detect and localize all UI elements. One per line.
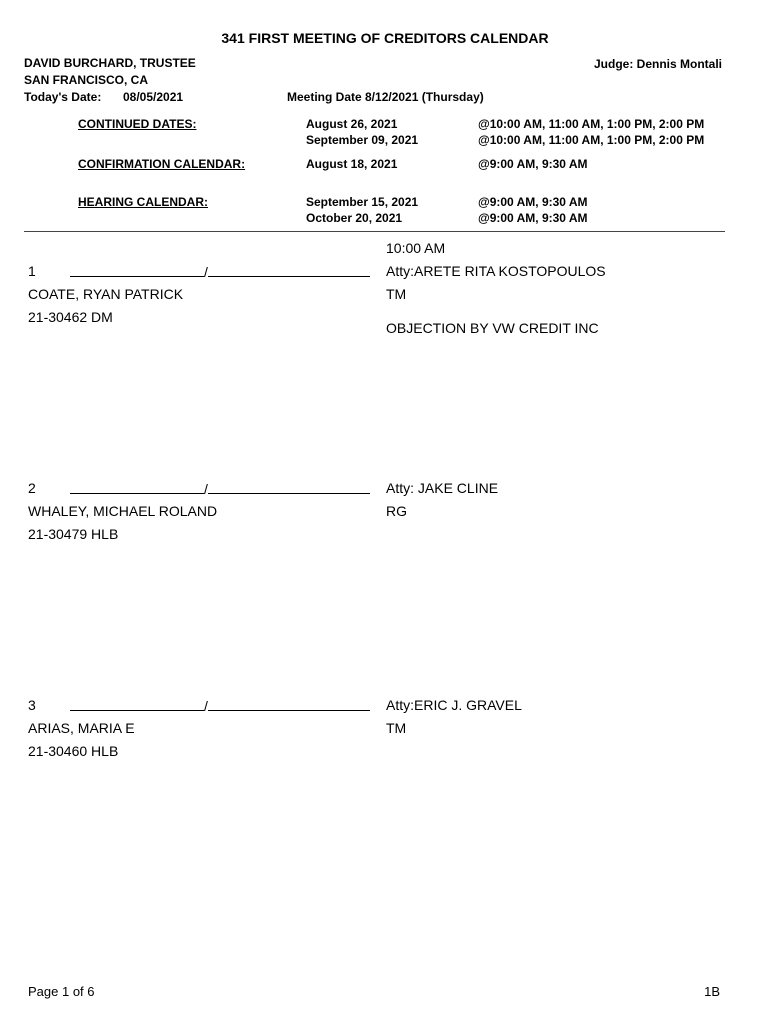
hearing-date-1: September 15, 2021 (306, 195, 419, 209)
document-title: 341 FIRST MEETING OF CREDITORS CALENDAR (221, 30, 549, 46)
case-code: TM (386, 720, 407, 736)
case-time: 10:00 AM (386, 240, 446, 256)
meeting-date: Meeting Date 8/12/2021 (Thursday) (287, 90, 484, 104)
continued-times-1: @10:00 AM, 11:00 AM, 1:00 PM, 2:00 PM (478, 117, 705, 131)
signature-lines: / (70, 480, 370, 499)
case-number: 2 (28, 480, 36, 496)
debtor-name: ARIAS, MARIA E (28, 720, 135, 736)
trustee-location: SAN FRANCISCO, CA (24, 73, 149, 87)
case-attorney: Atty: JAKE CLINE (386, 480, 499, 496)
confirmation-date-1: August 18, 2021 (306, 157, 398, 171)
hearing-times-2: @9:00 AM, 9:30 AM (478, 211, 588, 225)
debtor-name: WHALEY, MICHAEL ROLAND (28, 503, 218, 519)
calendar-code: 1B (704, 984, 720, 999)
case-code: RG (386, 503, 407, 519)
case-docket-number: 21-30479 HLB (28, 526, 119, 542)
signature-lines: / (70, 263, 370, 282)
hearing-date-2: October 20, 2021 (306, 211, 403, 225)
continued-date-2: September 09, 2021 (306, 133, 419, 147)
hearing-times-1: @9:00 AM, 9:30 AM (478, 195, 588, 209)
case-attorney: Atty:ERIC J. GRAVEL (386, 697, 522, 713)
continued-times-2: @10:00 AM, 11:00 AM, 1:00 PM, 2:00 PM (478, 133, 705, 147)
case-attorney: Atty:ARETE RITA KOSTOPOULOS (386, 263, 606, 279)
page-number: Page 1 of 6 (28, 984, 95, 999)
continued-dates-label: CONTINUED DATES: (78, 117, 197, 131)
continued-date-1: August 26, 2021 (306, 117, 398, 131)
case-docket-number: 21-30462 DM (28, 309, 113, 325)
case-number: 1 (28, 263, 36, 279)
debtor-name: COATE, RYAN PATRICK (28, 286, 184, 302)
trustee-name: DAVID BURCHARD, TRUSTEE (24, 56, 196, 70)
case-note: OBJECTION BY VW CREDIT INC (386, 320, 599, 336)
hearing-calendar-label: HEARING CALENDAR: (78, 195, 208, 209)
signature-lines: / (70, 697, 370, 716)
case-code: TM (386, 286, 407, 302)
case-number: 3 (28, 697, 36, 713)
confirmation-calendar-label: CONFIRMATION CALENDAR: (78, 157, 246, 171)
confirmation-times-1: @9:00 AM, 9:30 AM (478, 157, 588, 171)
judge-name: Judge: Dennis Montali (593, 57, 722, 71)
todays-date: 08/05/2021 (123, 90, 184, 104)
todays-date-label: Today's Date: (24, 90, 102, 104)
case-docket-number: 21-30460 HLB (28, 743, 119, 759)
header-divider (24, 231, 725, 232)
